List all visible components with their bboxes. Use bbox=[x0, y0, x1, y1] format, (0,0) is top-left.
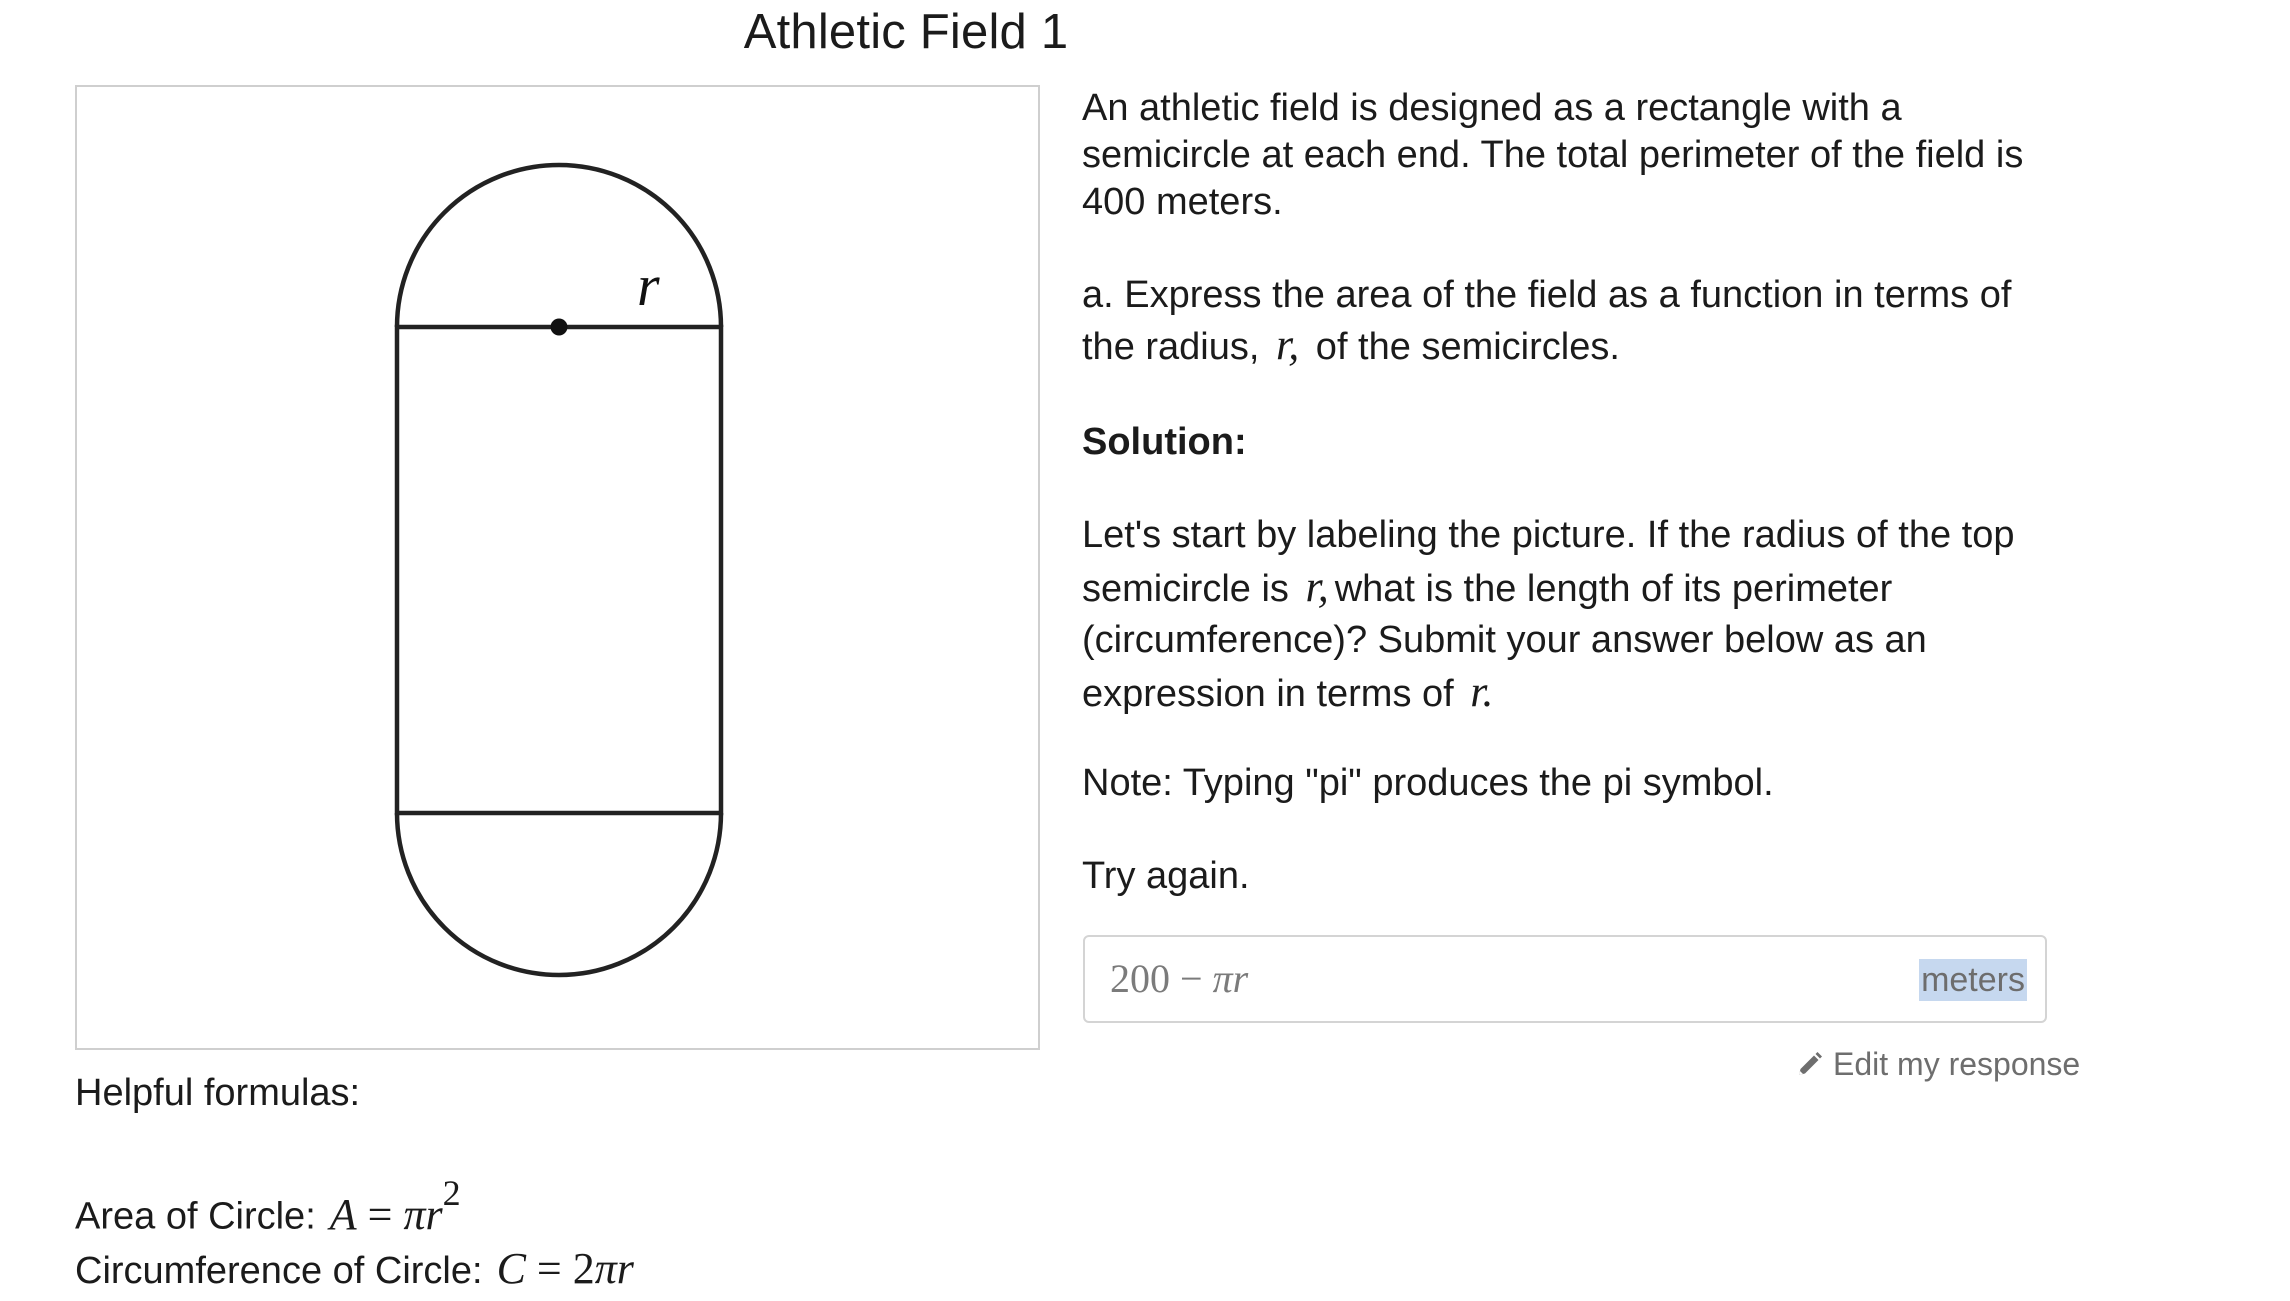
circumference-formula bbox=[75, 1243, 634, 1294]
top-semicircle bbox=[397, 165, 721, 327]
edit-response-link[interactable] bbox=[1795, 1046, 2080, 1083]
helpful-formulas-heading: Helpful formulas: bbox=[75, 1072, 361, 1114]
answer-value-variable: πr bbox=[1212, 956, 1249, 1001]
bottom-semicircle bbox=[397, 813, 721, 975]
answer-unit: meters bbox=[1921, 961, 2025, 999]
feedback-message: Try again. bbox=[1082, 855, 1250, 897]
circumference-formula-lhs: C bbox=[496, 1244, 526, 1293]
part-a-variable: r, bbox=[1276, 320, 1300, 369]
solution-step-text bbox=[1082, 510, 2042, 720]
answer-value bbox=[1110, 955, 1248, 1002]
edit-response-label: Edit my response bbox=[1833, 1046, 2081, 1082]
step-variable: r, bbox=[1305, 562, 1329, 611]
center-point bbox=[551, 319, 568, 336]
circumference-formula-coefficient: 2 bbox=[572, 1244, 595, 1293]
circumference-formula-equals: = bbox=[525, 1244, 573, 1293]
step-text-start: Let's start by labeling the picture. If the radius of the top semicircle is bbox=[1082, 514, 2015, 610]
part-a-text: a. Express the area of the field as a function in terms of the radius, bbox=[1082, 274, 2012, 368]
answer-input[interactable] bbox=[1083, 935, 2047, 1023]
field-rectangle bbox=[397, 327, 721, 813]
athletic-field-figure bbox=[75, 85, 1040, 1050]
pencil-icon bbox=[1795, 1051, 1823, 1079]
circumference-formula-math bbox=[497, 1244, 634, 1293]
area-formula-rhs: πr bbox=[403, 1189, 443, 1239]
problem-intro: An athletic field is designed as a rectangle with a semicircle at each end. The total perimeter of the field is 400 meters. bbox=[1082, 87, 2024, 223]
area-formula-equals: = bbox=[356, 1189, 404, 1239]
field-diagram bbox=[77, 87, 1042, 1052]
part-a-text-end: of the semicircles. bbox=[1305, 326, 1620, 368]
step-variable-end: r. bbox=[1470, 667, 1494, 716]
circumference-formula-label: Circumference of Circle: bbox=[75, 1250, 483, 1292]
answer-value-number: 200 − bbox=[1110, 956, 1213, 1001]
problem-part-a bbox=[1082, 270, 2042, 372]
area-formula-exponent: 2 bbox=[442, 1173, 461, 1213]
area-formula-lhs: A bbox=[329, 1189, 357, 1239]
step-text-middle: what is the length of its perimeter (circumference)? Submit your answer below as an expression in terms of bbox=[1082, 568, 1927, 715]
area-formula-label: Area of Circle: bbox=[75, 1195, 316, 1238]
page-title: Athletic Field 1 bbox=[743, 5, 1069, 59]
pi-note: Note: Typing "pi" produces the pi symbol. bbox=[1082, 762, 1774, 804]
area-formula-math bbox=[329, 1173, 461, 1239]
circumference-formula-rhs: πr bbox=[594, 1244, 634, 1293]
radius-label: r bbox=[637, 253, 660, 318]
solution-label: Solution: bbox=[1082, 421, 1247, 463]
area-formula bbox=[75, 1173, 461, 1240]
